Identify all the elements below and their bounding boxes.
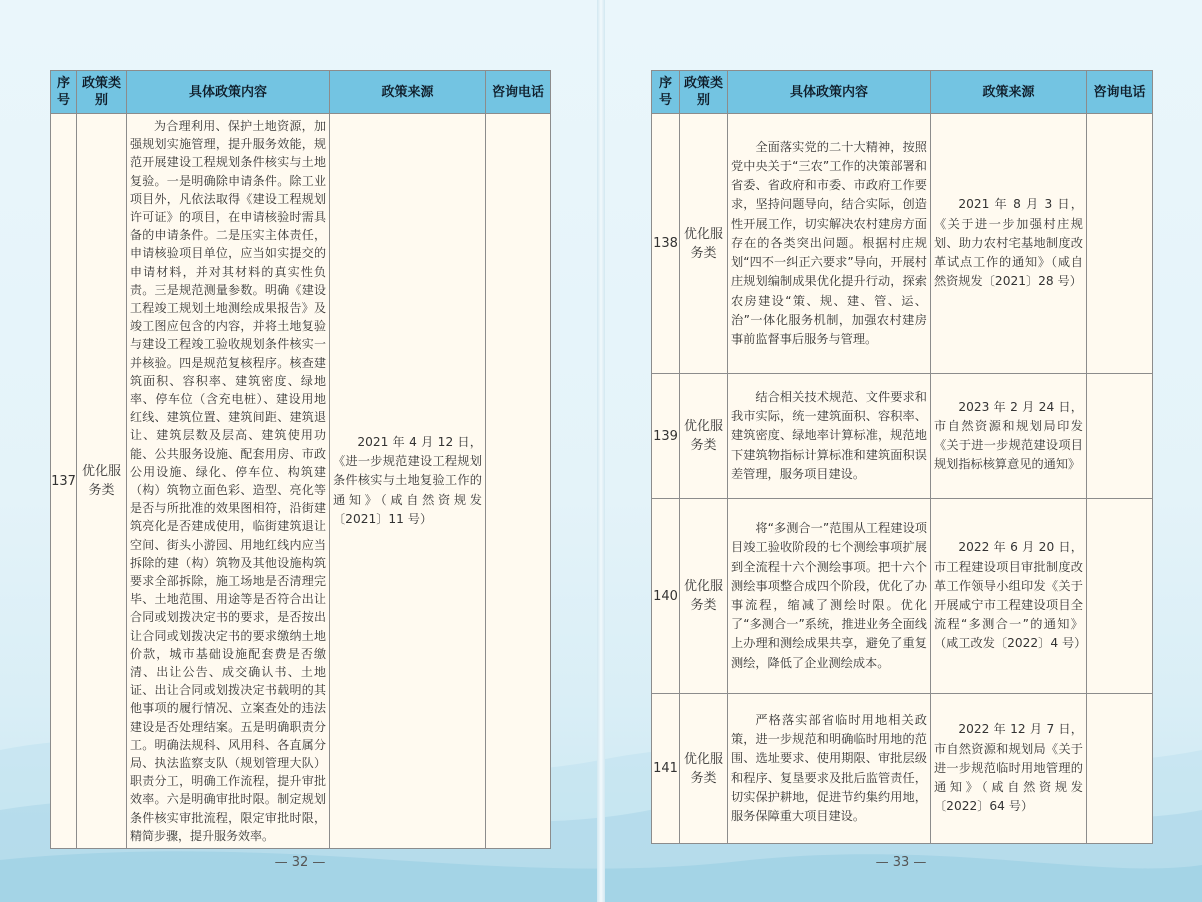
page-number-right: — 33 — (875, 855, 927, 870)
header-num: 序号 (652, 71, 680, 114)
row-phone (1087, 499, 1153, 694)
row-num: 141 (652, 694, 680, 844)
book-spine (597, 0, 605, 902)
row-category: 优化服务类 (77, 114, 127, 849)
page-number-left: — 32 — (274, 855, 326, 870)
row-content: 严格落实部省临时用地相关政策，进一步规范和明确临时用地的范围、选址要求、使用期限、审批层级和程序、复垦要求及批后监管责任，切实保护耕地，促进节约集约用地，服务保障重大项目建设。 (728, 694, 931, 844)
row-content: 全面落实党的二十大精神，按照党中央关于“三农”工作的决策部署和省委、省政府和市委、市政府工作要求，坚持问题导向，结合实际，创造性开展工作，切实解决农村建房方面存在的各类突出问题。根据村庄规划“四不一纠正六要求”导向，开展村庄规划编制成果优化提升行动，探索农房建设“策、规、建、管、运、治”一体化服务机制，加强农村建房事前监督事后服务与管理。 (728, 114, 931, 374)
header-phone: 咨询电话 (486, 71, 551, 114)
row-category: 优化服务类 (680, 114, 728, 374)
row-source: 2022 年 6 月 20 日，市工程建设项目审批制度改革工作领导小组印发《关于开展咸宁市工程建设项目全流程“多测合一”的通知》（咸工改发〔2022〕4 号） (931, 499, 1087, 694)
row-num: 137 (51, 114, 77, 849)
table-row (51, 114, 551, 849)
row-num: 139 (652, 374, 680, 499)
row-num: 140 (652, 499, 680, 694)
row-category: 优化服务类 (680, 499, 728, 694)
header-category: 政策类别 (77, 71, 127, 114)
header-num: 序号 (51, 71, 77, 114)
header-phone: 咨询电话 (1087, 71, 1153, 114)
table-row (652, 694, 1153, 844)
row-content: 为合理利用、保护土地资源，加强规划实施管理，提升服务效能，规范开展建设工程规划条件核实与土地复验。一是明确除申请条件。除工业项目外，凡依法取得《建设工程规划许可证》的项目，在申请核验时需具备的申请条件。二是压实主体责任，申请核验项目单位，应当如实提交的申请材料，并对其材料的真实性负责。三是规范测量参数。明确《建设工程竣工规划土地测绘成果报告》及竣工图应包含的内容，并将土地复验与建设工程竣工验收规划条件核实一并核验。四是规范复核程序。核查建筑面积、容积率、建筑密度、绿地率、停车位（含充电桩）、建设用地红线、建筑位置、建筑间距、建筑退让、建筑层数及层高、建筑使用功能、公共服务设施、配套用房、市政公用设施、绿化、停车位、构筑建（构）筑物立面色彩、造型、亮化等是否与所批准的效果图相符，沿街建筑亮化是否建成使用，临街建筑退让空间、街头小游园、用地红线内应当拆除的建（构）筑物及其他设施构筑要求全部拆除，施工场地是否清理完毕、土地范围、用途等是否符合出让合同或划拨决定书的要求，是否按出让合同或划拨决定书的要求缴纳土地价款，城市基础设施配套费是否缴清、出让公告、成交确认书、土地证、出让合同或划拨决定书载明的其他事项的履行情况、立案查处的违法建设是否处理结案。五是明确职责分工。明确法规科、风用科、各直属分局、执法监察支队（规划管理大队）职责分工，明确工作流程，提升审批效率。六是明确审批时限。制定规划条件核实审批流程，限定审批时限，精简步骤，提升服务效率。 (127, 114, 330, 849)
row-content: 将“多测合一”范围从工程建设项目竣工验收阶段的七个测绘事项扩展到全流程十六个测绘事项。把十六个测绘事项整合成四个阶段，优化了办事流程，缩减了测绘时限。优化了“多测合一”系统，推进业务全面线上办理和测绘成果共享，避免了重复测绘，降低了企业测绘成本。 (728, 499, 931, 694)
header-content: 具体政策内容 (728, 71, 931, 114)
policy-table-right (651, 70, 1153, 844)
table-row (652, 499, 1153, 694)
table-row (652, 114, 1153, 374)
row-phone (1087, 114, 1153, 374)
row-num: 138 (652, 114, 680, 374)
row-phone (1087, 694, 1153, 844)
header-source: 政策来源 (330, 71, 486, 114)
row-source: 2022 年 12 月 7 日，市自然资源和规划局《关于进一步规范临时用地管理的通知》（咸自然资规发〔2022〕64 号） (931, 694, 1087, 844)
row-phone (1087, 374, 1153, 499)
row-source: 2023 年 2 月 24 日，市自然资源和规划局印发《关于进一步规范建设项目规划指标核算意见的通知》 (931, 374, 1087, 499)
header-category: 政策类别 (680, 71, 728, 114)
row-category: 优化服务类 (680, 694, 728, 844)
header-source: 政策来源 (931, 71, 1087, 114)
table-row (652, 374, 1153, 499)
row-phone (486, 114, 551, 849)
header-content: 具体政策内容 (127, 71, 330, 114)
policy-table-left (50, 70, 551, 849)
row-content: 结合相关技术规范、文件要求和我市实际，统一建筑面积、容积率、建筑密度、绿地率计算标准，规范地下建筑物指标计算标准和建筑面积误差管理，服务项目建设。 (728, 374, 931, 499)
row-category: 优化服务类 (680, 374, 728, 499)
row-source: 2021 年 8 月 3 日，《关于进一步加强村庄规划、助力农村宅基地制度改革试点工作的通知》（咸自然资规发〔2021〕28 号） (931, 114, 1087, 374)
row-source: 2021 年 4 月 12 日，《进一步规范建设工程规划条件核实与土地复验工作的通知》（咸自然资规发〔2021〕11 号） (330, 114, 486, 849)
